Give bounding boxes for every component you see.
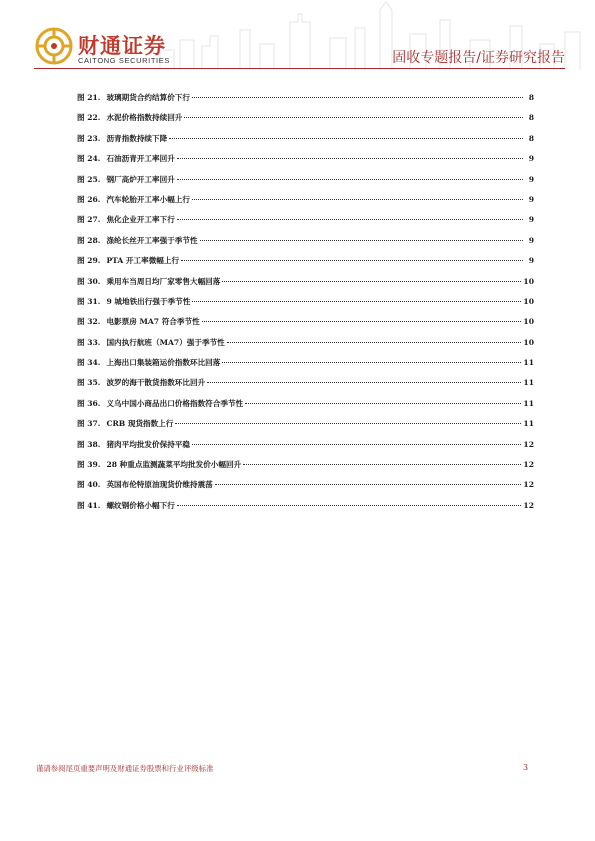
toc-entry[interactable] — [77, 316, 534, 336]
toc-dot-leader — [215, 484, 522, 485]
toc-entry[interactable] — [77, 174, 534, 194]
brand-name-cn: 财通证券 — [78, 34, 166, 58]
toc-entry[interactable] — [77, 459, 534, 479]
report-type-label: 固收专题报告/证券研究报告 — [392, 50, 565, 66]
toc-figure-number: 图 30. — [77, 276, 101, 286]
toc-entry[interactable] — [77, 500, 534, 520]
toc-page-number: 9 — [528, 256, 534, 266]
toc-figure-title: PTA 开工率微幅上行 — [106, 256, 180, 266]
toc-figure-number: 图 29. — [77, 256, 101, 266]
toc-page-number: 12 — [523, 480, 534, 490]
toc-entry[interactable] — [77, 377, 534, 397]
brand-name-en: CAITONG SECURITIES — [78, 56, 170, 65]
toc-entry[interactable] — [77, 194, 534, 214]
toc-figure-title: 玻璃期货合约结算价下行 — [106, 93, 190, 102]
toc-dot-leader — [175, 423, 521, 424]
toc-figure-title: 涤纶长丝开工率强于季节性 — [106, 235, 198, 245]
toc-dot-leader — [181, 260, 523, 261]
toc-entry[interactable] — [77, 296, 534, 316]
toc-figure-number: 图 38. — [77, 439, 101, 449]
toc-figure-title: 螺纹钢价格小幅下行 — [106, 500, 175, 510]
toc-page-number: 12 — [523, 500, 534, 510]
toc-page-number: 9 — [528, 194, 534, 204]
toc-figure-number: 图 21. — [77, 93, 101, 102]
toc-dot-leader — [200, 240, 523, 241]
toc-page-number: 9 — [528, 235, 534, 245]
toc-page-number: 9 — [528, 215, 534, 225]
toc-figure-number: 图 35. — [77, 378, 101, 388]
toc-figure-title: 英国布伦特原油现货价维持震荡 — [106, 480, 213, 490]
toc-figure-title: 猪肉平均批发价保持平稳 — [106, 439, 190, 449]
toc-entry[interactable] — [77, 418, 534, 438]
toc-dot-leader — [177, 219, 523, 220]
caitong-logo-icon — [34, 26, 74, 66]
toc-figure-number: 图 39. — [77, 460, 101, 470]
toc-entry[interactable] — [77, 92, 534, 112]
toc-figure-number: 图 41. — [77, 500, 101, 510]
toc-page-number: 10 — [523, 337, 534, 347]
toc-dot-leader — [177, 179, 523, 180]
toc-figure-number: 图 22. — [77, 113, 101, 123]
figure-table-of-contents — [77, 92, 534, 520]
toc-figure-number: 图 23. — [77, 133, 101, 143]
toc-figure-title: 国内执行航班（MA7）强于季节性 — [106, 337, 225, 347]
toc-dot-leader — [184, 117, 523, 118]
toc-figure-number: 图 37. — [77, 419, 101, 429]
toc-figure-number: 图 26. — [77, 194, 101, 204]
toc-dot-leader — [227, 342, 522, 343]
toc-dot-leader — [177, 505, 522, 506]
toc-dot-leader — [222, 362, 521, 363]
toc-dot-leader — [245, 403, 521, 404]
toc-figure-title: 9 城地铁出行强于季节性 — [106, 296, 191, 306]
toc-page-number: 11 — [523, 378, 534, 388]
toc-entry[interactable] — [77, 398, 534, 418]
toc-figure-title: 乘用车当周日均厂家零售大幅回落 — [106, 276, 221, 286]
toc-figure-title: 石油沥青开工率回升 — [106, 154, 175, 164]
toc-entry[interactable] — [77, 357, 534, 377]
toc-figure-title: 波罗的海干散货指数环比回升 — [106, 378, 206, 388]
toc-page-number: 12 — [523, 460, 534, 470]
toc-figure-title: CRB 现货指数上行 — [106, 419, 174, 429]
toc-figure-title: 焦化企业开工率下行 — [106, 215, 175, 225]
toc-figure-title: 沥青指数持续下降 — [106, 133, 168, 143]
toc-figure-number: 图 33. — [77, 337, 101, 347]
toc-figure-number: 图 36. — [77, 398, 101, 408]
toc-dot-leader — [192, 301, 521, 302]
toc-dot-leader — [192, 97, 523, 98]
toc-entry[interactable] — [77, 255, 534, 275]
toc-page-number: 11 — [523, 398, 534, 408]
toc-entry[interactable] — [77, 133, 534, 153]
toc-dot-leader — [243, 464, 521, 465]
toc-page-number: 12 — [523, 439, 534, 449]
toc-figure-number: 图 32. — [77, 317, 101, 327]
footer-disclaimer: 谨请参阅尾页重要声明及财通证券股票和行业评级标准 — [36, 764, 214, 773]
toc-page-number: 10 — [523, 317, 534, 327]
toc-entry[interactable] — [77, 439, 534, 459]
toc-dot-leader — [192, 444, 521, 445]
toc-figure-number: 图 40. — [77, 480, 101, 490]
toc-figure-number: 图 28. — [77, 235, 101, 245]
toc-page-number: 11 — [523, 358, 534, 368]
toc-figure-number: 图 25. — [77, 174, 101, 184]
toc-figure-title: 汽车轮胎开工率小幅上行 — [106, 194, 190, 204]
toc-dot-leader — [177, 158, 523, 159]
toc-page-number: 11 — [523, 419, 534, 429]
toc-entry[interactable] — [77, 276, 534, 296]
toc-dot-leader — [192, 199, 523, 200]
toc-page-number: 10 — [523, 276, 534, 286]
page-number: 3 — [523, 763, 529, 772]
toc-figure-title: 上海出口集装箱运价指数环比回落 — [106, 358, 221, 368]
toc-entry[interactable] — [77, 337, 534, 357]
toc-dot-leader — [207, 382, 521, 383]
toc-figure-title: 义乌中国小商品出口价格指数符合季节性 — [106, 398, 244, 408]
toc-entry[interactable] — [77, 112, 534, 132]
toc-figure-title: 钢厂高炉开工率回升 — [106, 174, 175, 184]
toc-entry[interactable] — [77, 479, 534, 499]
toc-dot-leader — [222, 281, 521, 282]
toc-figure-number: 图 27. — [77, 215, 101, 225]
header-divider — [34, 68, 565, 69]
toc-page-number: 8 — [528, 133, 534, 143]
page-header — [0, 0, 595, 80]
toc-entry[interactable] — [77, 153, 534, 173]
toc-entry[interactable] — [77, 235, 534, 255]
toc-page-number: 9 — [528, 154, 534, 164]
toc-entry[interactable] — [77, 214, 534, 234]
toc-page-number: 8 — [528, 113, 534, 123]
toc-figure-number: 图 34. — [77, 358, 101, 368]
toc-dot-leader — [169, 138, 523, 139]
toc-dot-leader — [202, 321, 522, 322]
toc-figure-title: 水泥价格指数持续回升 — [106, 113, 183, 123]
toc-figure-title: 电影票房 MA7 符合季节性 — [106, 317, 200, 327]
toc-figure-title: 28 种重点监测蔬菜平均批发价小幅回升 — [106, 460, 242, 470]
toc-figure-number: 图 24. — [77, 154, 101, 164]
toc-page-number: 10 — [523, 296, 534, 306]
toc-page-number: 8 — [528, 93, 534, 102]
toc-figure-number: 图 31. — [77, 296, 101, 306]
toc-page-number: 9 — [528, 174, 534, 184]
